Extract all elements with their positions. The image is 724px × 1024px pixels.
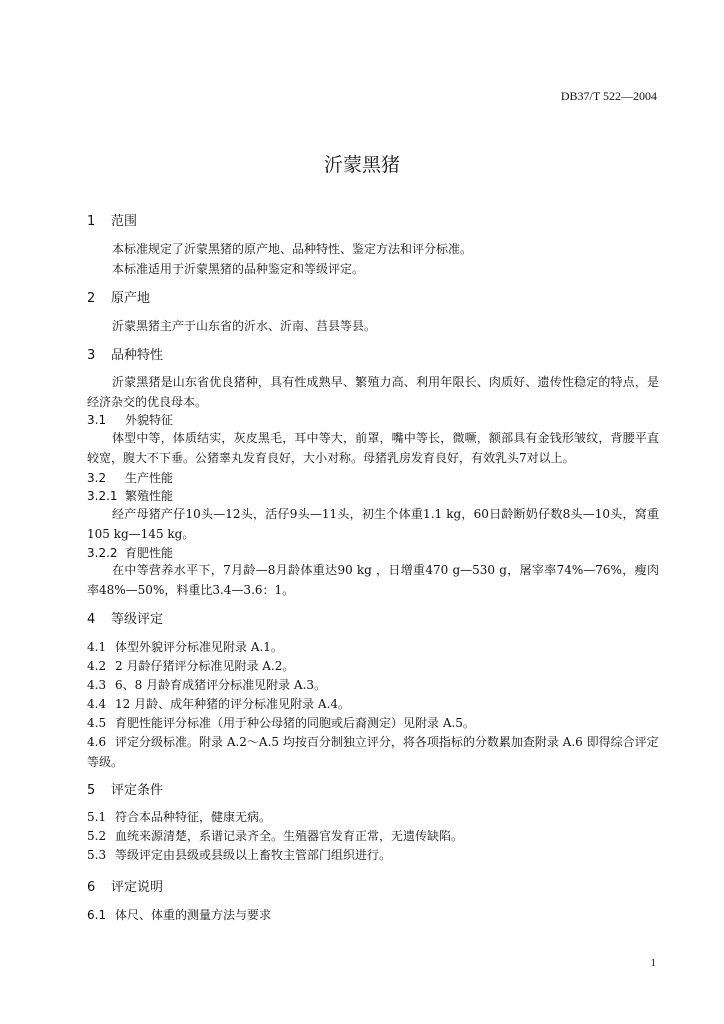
list-item <box>87 826 659 846</box>
item-number: 5.2 <box>87 829 107 843</box>
section-number: 3 <box>87 348 96 363</box>
section-number: 3.2.1 <box>87 489 118 503</box>
item-text: 符合本品种特征，健康无病。 <box>115 810 272 824</box>
section-number: 3.2.2 <box>87 546 118 560</box>
list-item <box>87 694 659 714</box>
section-number: 4 <box>87 612 96 627</box>
list-item <box>87 675 659 695</box>
section-title: 外貌特征 <box>125 413 174 427</box>
item-number: 4.2 <box>87 659 107 673</box>
section-2-heading <box>87 287 150 306</box>
section-number: 5 <box>87 783 96 798</box>
section-number: 6 <box>87 880 96 895</box>
document-code: DB37/T 522—2004 <box>560 89 657 103</box>
section-title: 原产地 <box>111 291 151 306</box>
section-title: 范围 <box>111 214 138 229</box>
section-title: 评定说明 <box>111 880 164 895</box>
section-title: 生产性能 <box>125 471 174 485</box>
paragraph: 体型中等，体质结实，灰皮黑毛，耳中等大，前罩，嘴中等长，微噘，额部具有金钱形皱纹，背腰平直较宽，腹大不下垂。公猪睾丸发育良好，大小对称。母猪乳房发育良好，有效乳头7对以上。 <box>87 431 659 465</box>
section-5-heading <box>87 779 163 798</box>
list-item <box>87 807 659 827</box>
paragraph-line: 本标准规定了沂蒙黑猪的原产地、品种特性、鉴定方法和评分标准。 <box>112 242 473 256</box>
item-number: 4.3 <box>87 678 107 692</box>
section-1-heading <box>87 210 137 229</box>
item-text: 血统来源清楚，系谱记录齐全。生殖器官发育正常，无遗传缺陷。 <box>115 829 464 843</box>
paragraph: 经产母猪产仔10头—12头，活仔9头—11头，初生个体重1.1 kg，60日龄断奶仔数8头—10头，窝重105 kg—145 kg。 <box>87 507 659 541</box>
subsection-3-2-2-heading <box>87 544 173 561</box>
list-item <box>87 732 659 772</box>
item-number: 4.5 <box>87 716 107 730</box>
section-title: 体尺、体重的测量方法与要求 <box>115 908 272 922</box>
page-number: 1 <box>650 957 656 969</box>
item-number: 5.1 <box>87 810 107 824</box>
item-number: 4.1 <box>87 640 107 654</box>
subsection-3-1-heading <box>87 411 173 428</box>
item-text: 2 月龄仔猪评分标准见附录 A.2。 <box>115 659 295 673</box>
section-number: 1 <box>87 214 96 229</box>
item-text: 6、8 月龄育成猪评分标准见附录 A.3。 <box>115 678 327 692</box>
section-number: 3.2 <box>87 471 107 485</box>
item-number: 4.4 <box>87 697 107 711</box>
item-text: 育肥性能评分标准（用于种公母猪的同胞或后裔测定）见附录 A.5。 <box>115 716 475 730</box>
item-text: 评定分级标准。附录 A.2～A.5 均按百分制独立评分，将各项指标的分数累加查附录 A.6 即得综合评定等级。 <box>87 735 659 769</box>
paragraph-line: 沂蒙黑猪主产于山东省的沂水、沂南、莒县等县。 <box>112 319 377 333</box>
list-item <box>87 637 659 657</box>
item-text: 12 月龄、成年种猪的评分标准见附录 A.4。 <box>115 697 351 711</box>
item-text: 等级评定由县级或县级以上畜牧主管部门组织进行。 <box>115 848 392 862</box>
paragraph-line: 本标准适用于沂蒙黑猪的品种鉴定和等级评定。 <box>112 262 365 276</box>
section-title: 育肥性能 <box>125 546 174 560</box>
paragraph: 在中等营养水平下，7月龄—8月龄体重达90 kg ，日增重470 g—530 g，屠宰率74%—76%，瘦肉率48%—50%，料重比3.4—3.6：1。 <box>87 563 659 597</box>
section-title: 品种特性 <box>111 348 164 363</box>
subsection-6-1-heading <box>87 906 271 923</box>
item-number: 5.3 <box>87 848 107 862</box>
section-4-heading <box>87 608 163 627</box>
section-title: 等级评定 <box>111 612 164 627</box>
section-number: 3.1 <box>87 413 107 427</box>
subsection-3-2-heading <box>87 469 173 486</box>
list-item <box>87 845 659 865</box>
section-number: 6.1 <box>87 908 107 922</box>
item-number: 4.6 <box>87 735 107 749</box>
section-title: 评定条件 <box>111 783 164 798</box>
section-number: 2 <box>87 291 96 306</box>
page-title: 沂蒙黑猪 <box>323 154 400 176</box>
list-item <box>87 656 659 676</box>
subsection-3-2-1-heading <box>87 487 173 504</box>
section-3-heading <box>87 344 163 363</box>
section-title: 繁殖性能 <box>125 489 174 503</box>
item-text: 体型外貌评分标准见附录 A.1。 <box>115 640 283 654</box>
list-item <box>87 713 659 733</box>
section-6-heading <box>87 876 163 895</box>
paragraph: 沂蒙黑猪是山东省优良猪种，具有性成熟早、繁殖力高、利用年限长、肉质好、遗传性稳定的特点，是经济杂交的优良母本。 <box>87 375 659 409</box>
